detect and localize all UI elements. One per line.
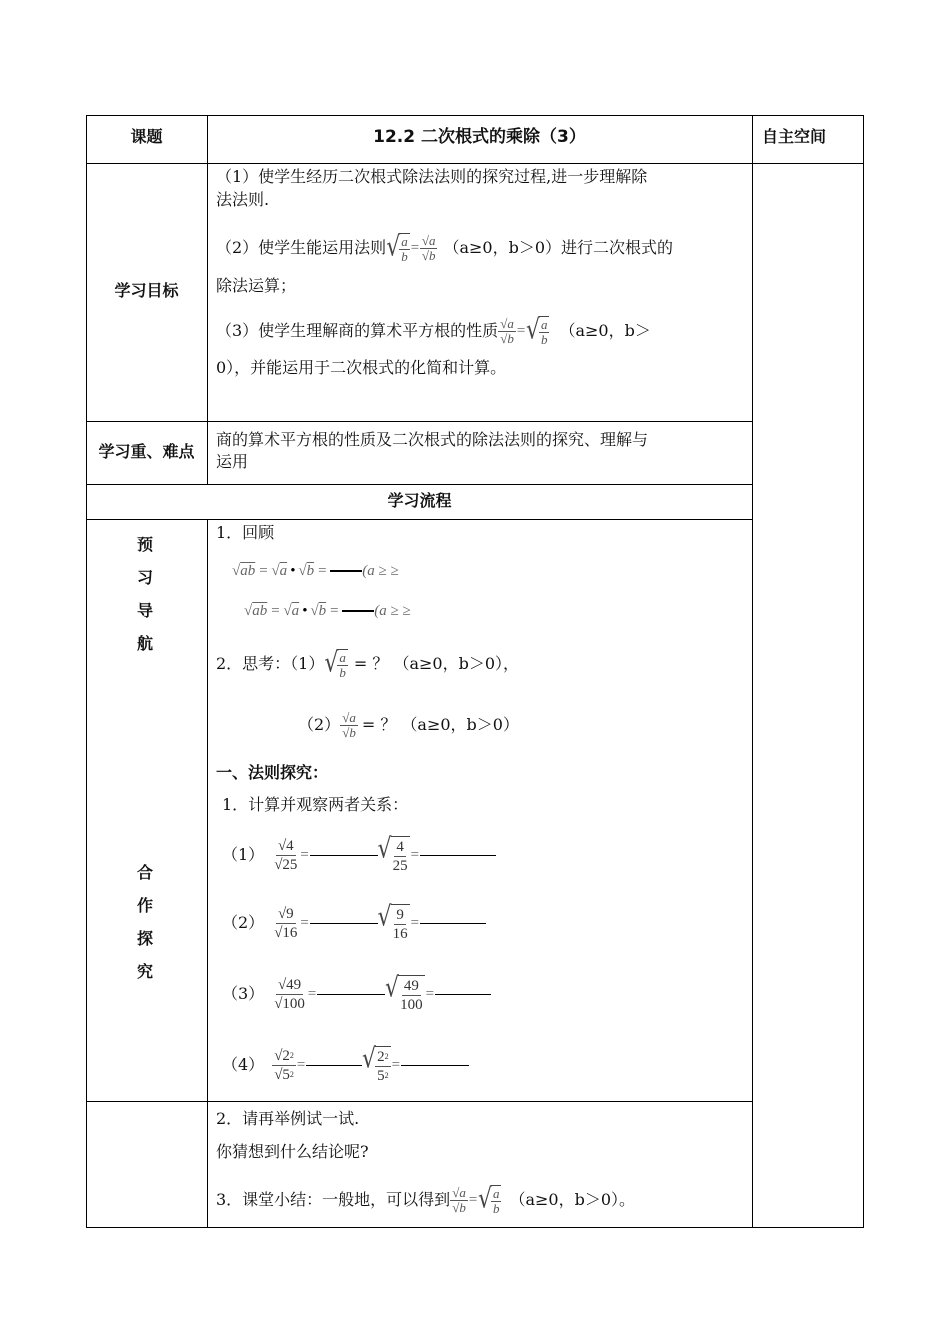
row-divider bbox=[86, 421, 753, 422]
preview-label-char: 预 bbox=[137, 535, 154, 554]
sqrt-fraction-formula: √ $\frac{a}{b}$ bbox=[324, 647, 346, 680]
sqrt-fraction-formula: √ $\frac{a}{b}$ bbox=[525, 314, 548, 347]
exercise-row: （4） $\frac{√2^2}{√5^2}$ = √ $\frac{2^2}{5^2}$ = bbox=[222, 1038, 469, 1092]
quotient-of-roots: $\frac{√a}{√b}$ bbox=[452, 1184, 466, 1215]
keypoints-label: 学习重、难点 bbox=[98, 442, 195, 461]
objective-2-continued: 除法运算； bbox=[216, 276, 297, 295]
page-title: 12.2 二次根式的乘除（3） bbox=[373, 127, 586, 147]
self-study-space-label: 自主空间 bbox=[762, 127, 827, 146]
quotient-of-roots: $\frac{√a}{√b}$ bbox=[421, 232, 436, 263]
exercise-row: （3） $\frac{√49}{√100}$ = √ $\frac{49}{100}$ = bbox=[222, 967, 491, 1021]
answer-blank[interactable] bbox=[310, 923, 378, 924]
think-question-2: （2） $\frac{√a}{√b}$ = ？ （a≥0，b＞0） bbox=[298, 709, 519, 740]
objective-3-continued: 0），并能运用于二次根式的化简和计算。 bbox=[216, 358, 507, 377]
answer-blank[interactable] bbox=[420, 855, 496, 856]
objective-1: （1）使学生经历二次根式除法法则的探究过程,进一步理解除 bbox=[216, 167, 648, 186]
table-border-top bbox=[86, 115, 864, 116]
try-example-prompt: 2．请再举例试一试. bbox=[216, 1109, 360, 1128]
column-divider bbox=[752, 115, 753, 1228]
objective-1-continued: 法法则. bbox=[216, 190, 270, 209]
conjecture-prompt: 你猜想到什么结论呢? bbox=[216, 1142, 369, 1161]
exercise-row: （1） $\frac{√4}{√25}$ = √ $\frac{4}{25}$ = bbox=[222, 830, 496, 880]
explore-label-char: 作 bbox=[137, 896, 154, 915]
rule-exploration-heading: 一、法则探究： bbox=[216, 763, 329, 782]
answer-blank[interactable] bbox=[435, 994, 491, 995]
row-divider bbox=[86, 484, 753, 485]
objective-3-suffix: （a≥0，b＞ bbox=[559, 321, 651, 340]
objective-3: （3）使学生理解商的算术平方根的性质 $\frac{√a}{√b}$ = √ $\frac{a}{b}$ （a≥0，b＞ bbox=[216, 314, 651, 347]
class-summary: 3．课堂小结：一般地，可以得到 $\frac{√a}{√b}$ = √ $\frac{a}{b}$ （a≥0，b＞0）。 bbox=[216, 1183, 636, 1216]
answer-blank[interactable] bbox=[342, 610, 374, 612]
quotient-of-roots: $\frac{√a}{√b}$ bbox=[500, 315, 514, 346]
preview-label-char: 航 bbox=[137, 634, 154, 653]
quotient-of-roots: $\frac{√a}{√b}$ bbox=[342, 709, 356, 740]
answer-blank[interactable] bbox=[317, 994, 385, 995]
row-divider bbox=[86, 519, 753, 520]
column-divider bbox=[207, 115, 208, 485]
topic-label: 课题 bbox=[130, 127, 163, 146]
answer-blank[interactable] bbox=[310, 855, 378, 856]
exploration-task: 1．计算并观察两者关系： bbox=[222, 795, 409, 814]
review-heading: 1．回顾 bbox=[216, 523, 275, 542]
answer-blank[interactable] bbox=[330, 570, 362, 572]
explore-label-char: 究 bbox=[137, 962, 154, 981]
review-equation-1: √ab = √a • √b = (a ≥ ≥ bbox=[232, 563, 399, 579]
sqrt-fraction-formula: √ $\frac{a}{b}$ bbox=[477, 1183, 500, 1216]
preview-label-char: 习 bbox=[137, 568, 154, 587]
explore-label-char: 合 bbox=[137, 863, 154, 882]
table-border-bottom bbox=[86, 1227, 864, 1228]
objective-2: （2）使学生能运用法则 √ $\frac{a}{b}$ = $\frac{√a}{√b}$ （a≥0，b＞0）进行二次根式的 bbox=[216, 231, 674, 264]
table-border-right bbox=[863, 115, 864, 1228]
keypoints-line-2: 运用 bbox=[216, 452, 249, 471]
row-divider bbox=[86, 1101, 753, 1102]
keypoints-line-1: 商的算术平方根的性质及二次根式的除法法则的探究、理解与 bbox=[216, 430, 649, 449]
sqrt-fraction-formula: √ $\frac{a}{b}$ bbox=[386, 231, 408, 264]
exercise-row: （2） $\frac{√9}{√16}$ = √ $\frac{9}{16}$ = bbox=[222, 898, 486, 948]
answer-blank[interactable] bbox=[306, 1065, 362, 1066]
explore-label-char: 探 bbox=[137, 929, 154, 948]
column-divider bbox=[207, 519, 208, 1228]
objectives-label: 学习目标 bbox=[114, 281, 179, 300]
objective-2-suffix: （a≥0，b＞0）进行二次根式的 bbox=[443, 238, 674, 257]
preview-label-char: 导 bbox=[137, 601, 154, 620]
learning-flow-heading: 学习流程 bbox=[387, 491, 452, 510]
objective-2-prefix: （2）使学生能运用法则 bbox=[216, 238, 387, 257]
objective-3-prefix: （3）使学生理解商的算术平方根的性质 bbox=[216, 321, 499, 340]
review-equation-2: √ab = √a • √b = (a ≥ ≥ bbox=[244, 603, 411, 619]
answer-blank[interactable] bbox=[420, 923, 486, 924]
answer-blank[interactable] bbox=[401, 1065, 469, 1066]
row-divider bbox=[86, 163, 864, 164]
think-question-1: 2．思考：（1） √ $\frac{a}{b}$ = ？ （a≥0，b＞0）， bbox=[216, 647, 520, 680]
